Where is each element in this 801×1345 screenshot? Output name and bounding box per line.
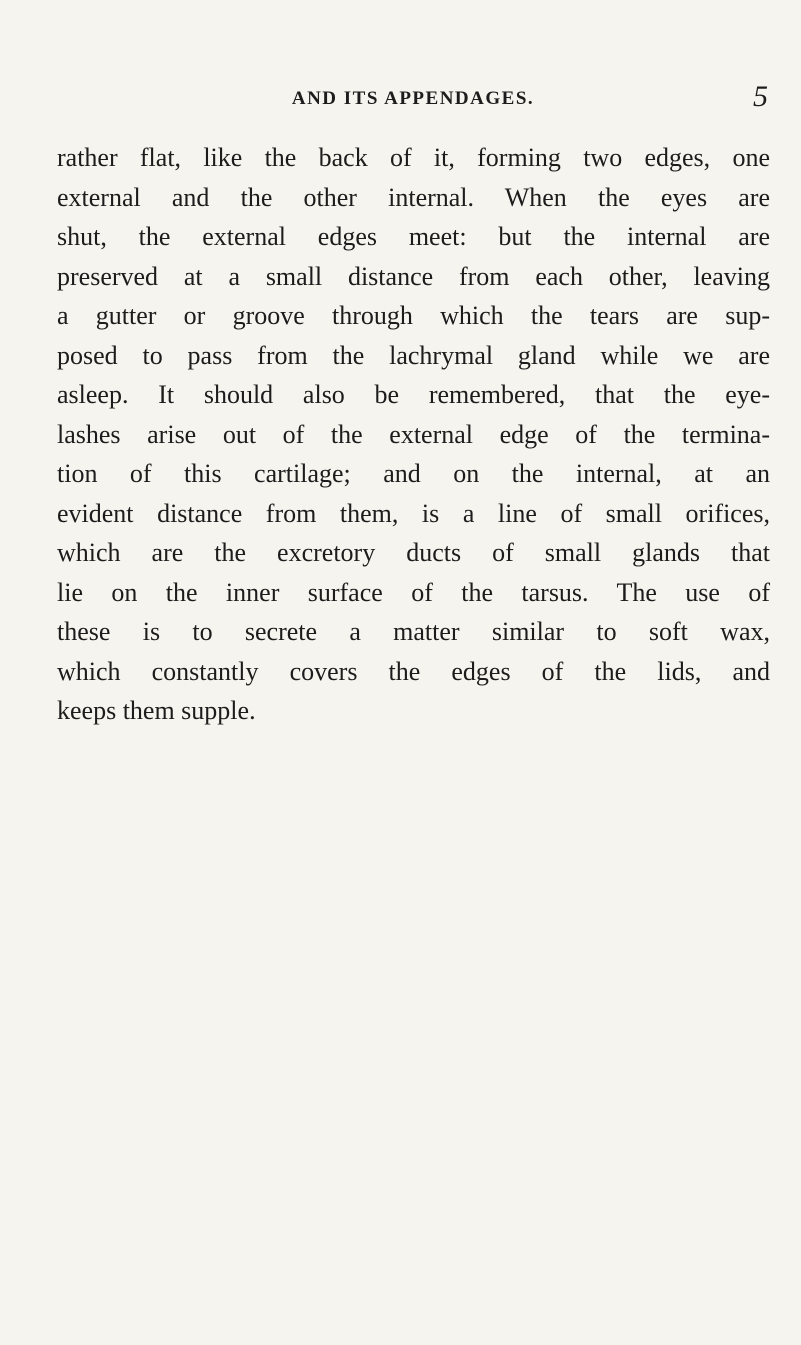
text-line: rather flat, like the back of it, forming two edges, one [57, 143, 770, 172]
text-line: a gutter or groove through which the tears are sup- [57, 301, 770, 330]
page-number: 5 [753, 80, 768, 113]
body-paragraph [57, 138, 770, 731]
text-line: which are the excretory ducts of small glands that [57, 538, 770, 567]
text-line: lashes arise out of the external edge of the termina- [57, 419, 770, 449]
text-line: which constantly covers the edges of the lids, and [57, 656, 770, 686]
running-head [58, 82, 768, 122]
text-line: preserved at a small distance from each other, leaving [57, 261, 770, 291]
text-line: tion of this cartilage; and on the internal, at an [57, 459, 770, 488]
running-title: AND ITS APPENDAGES. [291, 88, 535, 109]
text-line: asleep. It should also be remembered, that the eye- [57, 380, 770, 409]
text-line: keeps them supple. [57, 696, 256, 725]
text-line: evident distance from them, is a line of small orifices, [57, 498, 770, 528]
text-line: these is to secrete a matter similar to soft wax, [57, 617, 770, 646]
text-line: lie on the inner surface of the tarsus. The use of [57, 577, 770, 607]
text-line: posed to pass from the lachrymal gland while we are [57, 340, 770, 370]
text-line: external and the other internal. When the eyes are [57, 182, 770, 212]
text-line: shut, the external edges meet: but the internal are [57, 222, 770, 251]
